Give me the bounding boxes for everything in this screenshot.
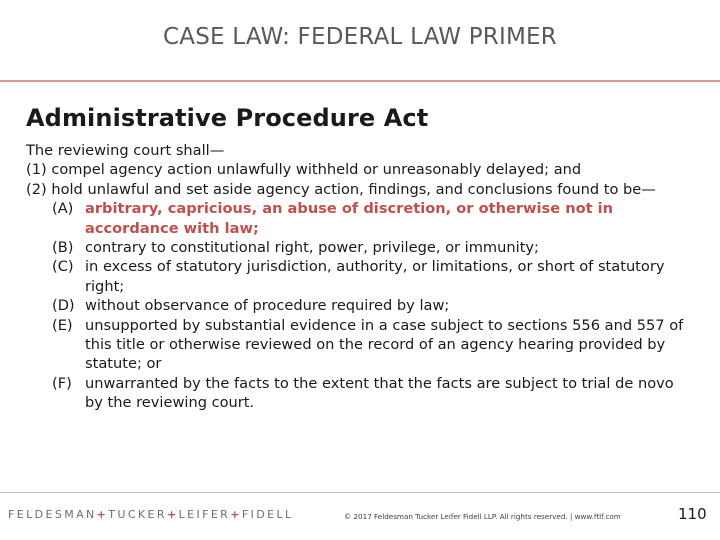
subitem-b-text: contrary to constitutional right, power, privilege, or immunity; (85, 239, 539, 257)
slide-heading: Administrative Procedure Act (26, 104, 429, 132)
subitem-d (26, 296, 696, 315)
statute-text (26, 141, 696, 413)
intro-line: The reviewing court shall— (26, 142, 225, 159)
slide-header-title: CASE LAW: FEDERAL LAW PRIMER (163, 24, 557, 50)
subitem-b-mark: (B) (52, 239, 74, 257)
item-1 (26, 160, 696, 179)
footer-divider (0, 492, 720, 493)
item-2-mark: (2) (26, 180, 47, 198)
subitem-d-mark: (D) (52, 297, 75, 315)
logo-part-4: FIDELL (241, 508, 294, 521)
logo-part-2: TUCKER (108, 508, 167, 521)
copyright-notice: © 2017 Feldesman Tucker Leifer Fidell LLP. All rights reserved. | www.ftlf.com (344, 512, 621, 521)
item-2-text: hold unlawful and set aside agency action, findings, and conclusions found to be— (51, 180, 656, 198)
item-1-mark: (1) (26, 161, 47, 179)
page-number: 110 (678, 505, 707, 523)
firm-logo (8, 508, 294, 521)
subitem-f-mark: (F) (52, 374, 72, 392)
subitem-a (26, 199, 696, 238)
subitem-b (26, 238, 696, 257)
logo-plus-icon: + (166, 508, 179, 521)
item-1-text: compel agency action unlawfully withheld or unreasonably delayed; and (51, 161, 582, 179)
item-2 (26, 180, 696, 199)
logo-part-1: FELDESMAN (8, 508, 97, 521)
subitem-c-mark: (C) (52, 258, 74, 276)
subitem-f-text: unwarranted by the facts to the extent that the facts are subject to trial de novo by the reviewing court. (85, 374, 674, 412)
subitem-e (26, 316, 696, 374)
subitem-c-text: in excess of statutory jurisdiction, authority, or limitations, or short of statutory right; (85, 258, 665, 295)
logo-plus-icon: + (230, 508, 242, 521)
subitem-a-mark: (A) (52, 200, 74, 218)
logo-part-3: LEIFER (178, 508, 231, 521)
logo-plus-icon: + (96, 508, 109, 521)
subitem-a-text: arbitrary, capricious, an abuse of discretion, or otherwise not in accordance with law; (85, 200, 614, 237)
subitem-e-text: unsupported by substantial evidence in a case subject to sections 556 and 557 of this title or otherwise reviewed on the record of an agency hearing provided by statute; or (85, 316, 684, 373)
subitem-c (26, 257, 696, 296)
header-divider (0, 80, 720, 82)
subitem-d-text: without observance of procedure required by law; (85, 297, 450, 315)
subitem-f (26, 374, 696, 413)
subitem-e-mark: (E) (52, 316, 73, 334)
